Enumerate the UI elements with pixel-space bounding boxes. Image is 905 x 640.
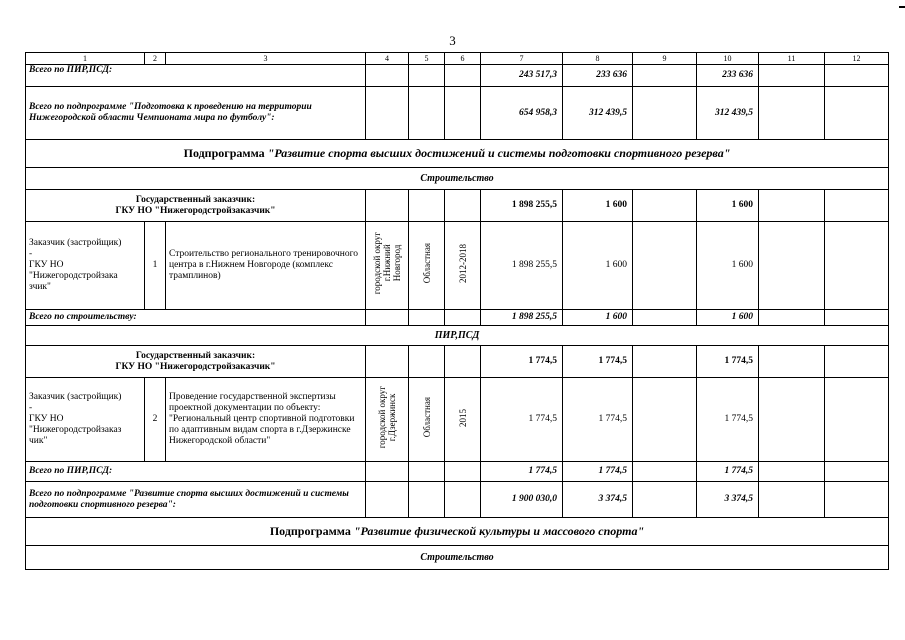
period-cell: 2015	[445, 378, 481, 462]
subprogram-heading-row	[26, 140, 889, 168]
value-col10: 1 600	[697, 222, 759, 310]
object-name: Проведение государственной экспертизы проектной документации по объекту: "Региональный центр спортивной подготовки по адаптивным видам спорта в г.Дзержинске Нижегородской области"	[166, 378, 366, 462]
value-col7: 654 958,3	[481, 87, 563, 140]
value-col10: 1 774,5	[697, 462, 759, 482]
row-label: Всего по подпрограмме "Подготовка к проведению на территории Нижегородской области Чемпионата мира по футболу":	[26, 87, 366, 140]
value-col7: 1 774,5	[481, 462, 563, 482]
section-row	[26, 168, 889, 190]
total-row	[26, 65, 889, 87]
value-col7: 1 774,5	[481, 378, 563, 462]
customer-label: Государственный заказчик: ГКУ НО "Нижегородстройзаказчик"	[26, 190, 366, 222]
total-row	[26, 462, 889, 482]
value-col10: 1 600	[697, 190, 759, 222]
header-row	[26, 53, 889, 65]
page-number: 3	[449, 33, 456, 48]
col-header: 10	[697, 53, 759, 65]
row-label: Всего по строительству:	[26, 310, 366, 326]
col-header: 5	[409, 53, 445, 65]
value-col8: 1 774,5	[563, 346, 633, 378]
col-header: 8	[563, 53, 633, 65]
value-col10: 1 774,5	[697, 346, 759, 378]
section-row	[26, 546, 889, 570]
row-number: 1	[145, 222, 166, 310]
customer-cell: Заказчик (застройщик) - ГКУ НО "Нижегородстройзака зчик"	[26, 222, 145, 310]
customer-row	[26, 346, 889, 378]
object-name: Строительство регионального тренировочного центра в г.Нижнем Новгороде (комплекс трамплинов)	[166, 222, 366, 310]
col-header: 2	[145, 53, 166, 65]
customer-cell: Заказчик (застройщик) - ГКУ НО "Нижегородстройзаказ чик"	[26, 378, 145, 462]
corner-mark	[899, 6, 905, 8]
value-col8: 1 774,5	[563, 462, 633, 482]
value-col7: 1 774,5	[481, 346, 563, 378]
object-row	[26, 378, 889, 462]
value-col10: 233 636	[697, 65, 759, 87]
col-header: 3	[166, 53, 366, 65]
subprogram-heading: Подпрограмма "Развитие спорта высших достижений и системы подготовки спортивного резерва"	[26, 140, 889, 168]
row-number: 2	[145, 378, 166, 462]
level-cell: Областная	[409, 222, 445, 310]
subprogram-heading-row	[26, 518, 889, 546]
value-col7: 1 898 255,5	[481, 190, 563, 222]
value-col10: 1 600	[697, 310, 759, 326]
value-col8: 1 600	[563, 310, 633, 326]
value-col10: 312 439,5	[697, 87, 759, 140]
value-col7: 1 900 030,0	[481, 482, 563, 518]
section-heading: Строительство	[26, 168, 889, 190]
row-label: Всего по ПИР,ПСД:	[26, 65, 366, 87]
col-header: 11	[759, 53, 825, 65]
value-col10: 3 374,5	[697, 482, 759, 518]
value-col10: 1 774,5	[697, 378, 759, 462]
col-header: 9	[633, 53, 697, 65]
row-label: Всего по подпрограмме "Развитие спорта высших достижений и системы подготовки спортивного резерва":	[26, 482, 366, 518]
subprogram-heading: Подпрограмма "Развитие физической культуры и массового спорта"	[26, 518, 889, 546]
section-row	[26, 326, 889, 346]
budget-table	[25, 52, 889, 570]
value-col8: 3 374,5	[563, 482, 633, 518]
value-col8: 1 600	[563, 222, 633, 310]
period-cell: 2012-2018	[445, 222, 481, 310]
value-col8: 312 439,5	[563, 87, 633, 140]
location-cell: городской округ г.Дзержинск	[366, 378, 409, 462]
value-col8: 1 600	[563, 190, 633, 222]
section-heading: ПИР,ПСД	[26, 326, 889, 346]
col-header: 4	[366, 53, 409, 65]
row-label: Всего по ПИР,ПСД:	[26, 462, 366, 482]
value-col7: 243 517,3	[481, 65, 563, 87]
level-cell: Областная	[409, 378, 445, 462]
section-heading: Строительство	[26, 546, 889, 570]
location-cell: городской округ г.Нижний Новгород	[366, 222, 409, 310]
col-header: 12	[825, 53, 889, 65]
value-col8: 1 774,5	[563, 378, 633, 462]
value-col8: 233 636	[563, 65, 633, 87]
subprogram-total-row	[26, 87, 889, 140]
col-header: 7	[481, 53, 563, 65]
total-row	[26, 310, 889, 326]
subprogram-total-row	[26, 482, 889, 518]
col-header: 6	[445, 53, 481, 65]
customer-label: Государственный заказчик: ГКУ НО "Нижегородстройзаказчик"	[26, 346, 366, 378]
object-row	[26, 222, 889, 310]
value-col7: 1 898 255,5	[481, 310, 563, 326]
col-header: 1	[26, 53, 145, 65]
value-col7: 1 898 255,5	[481, 222, 563, 310]
customer-row	[26, 190, 889, 222]
